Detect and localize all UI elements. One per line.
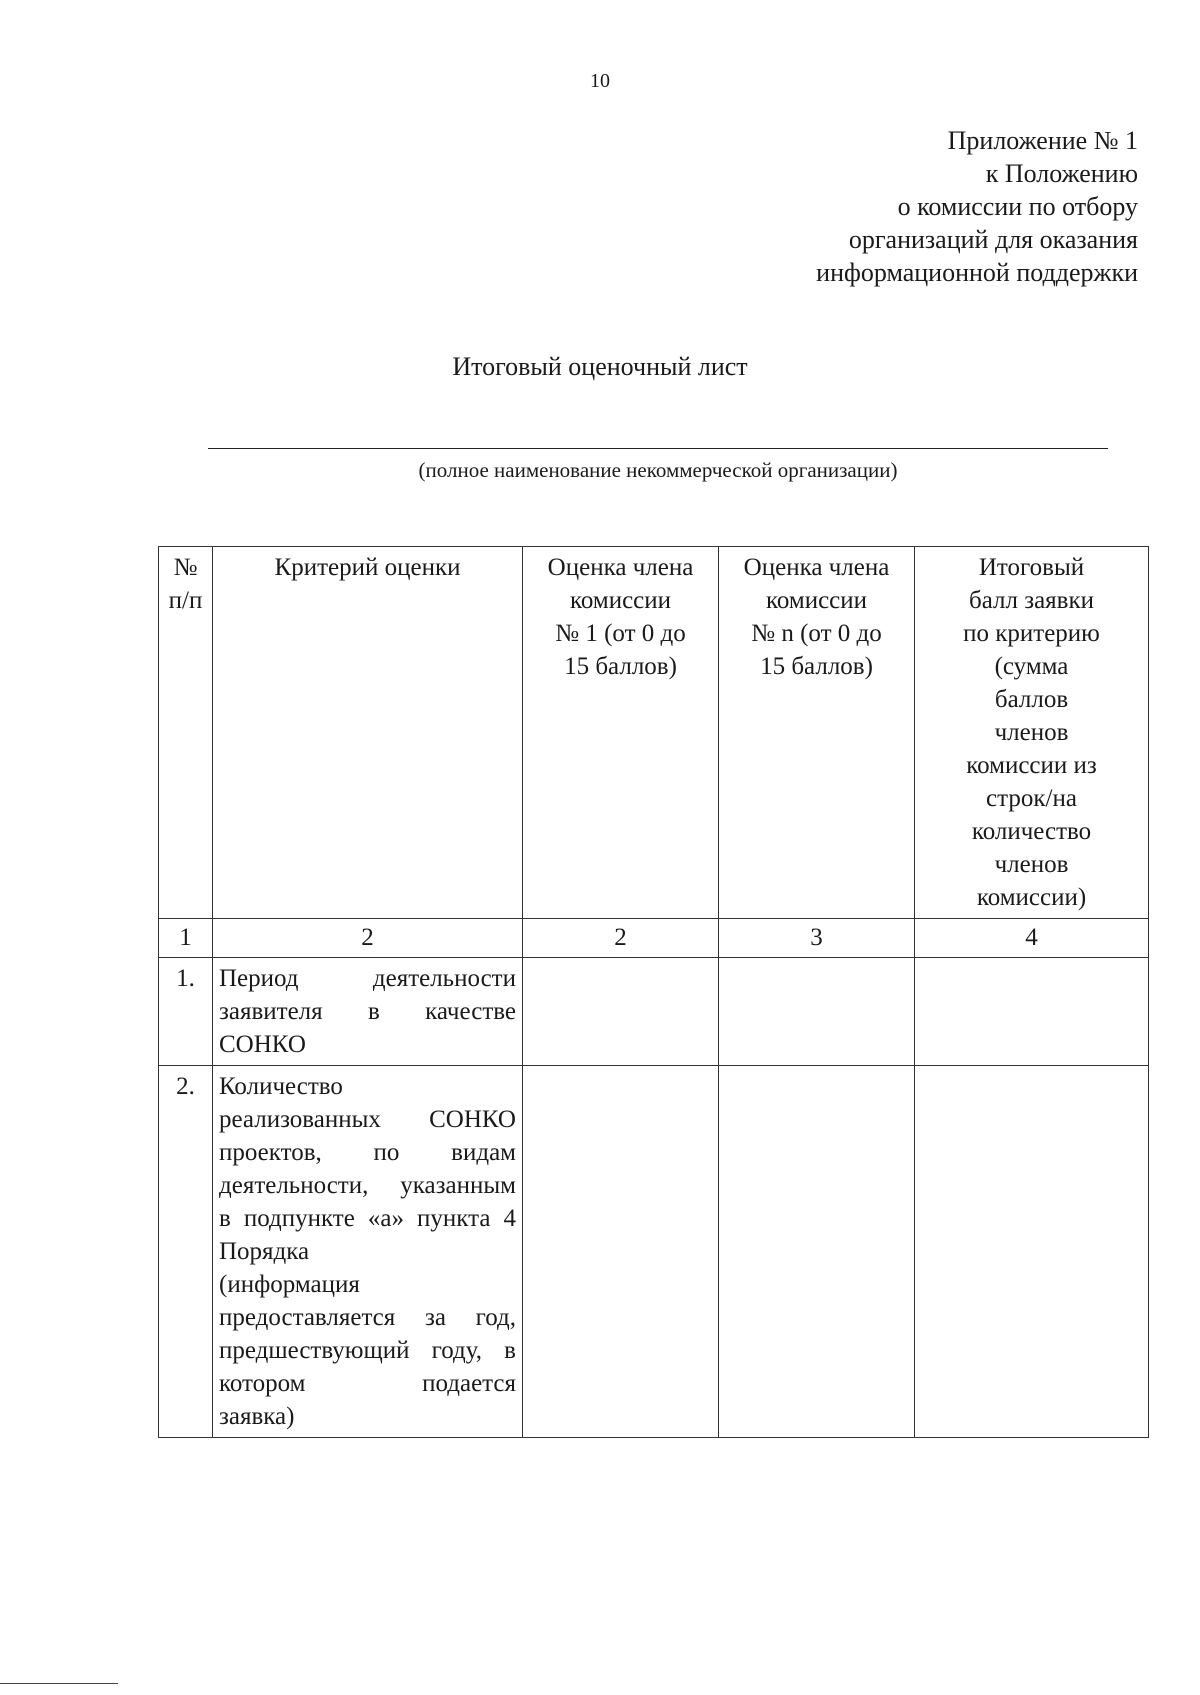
column-number: 4	[915, 919, 1149, 958]
criterion-line: Период деятельности	[219, 965, 516, 992]
criterion-cell	[213, 958, 523, 1066]
appendix-block	[816, 124, 1138, 289]
criterion-line: СОНКО	[219, 1031, 306, 1058]
header-line: № n (от 0 до	[751, 620, 882, 647]
header-member-1	[523, 547, 719, 919]
header-line: (сумма	[994, 653, 1069, 680]
header-line: 15 баллов)	[564, 653, 677, 680]
criterion-line: котором подается	[219, 1370, 516, 1397]
criterion-line: заявка)	[219, 1403, 295, 1430]
header-member-n	[719, 547, 915, 919]
appendix-line: к Положению	[985, 159, 1138, 188]
organization-name-caption: (полное наименование некоммерческой организации)	[418, 458, 898, 482]
criterion-line: предшествующий году, в	[219, 1337, 516, 1364]
header-total	[915, 547, 1149, 919]
criterion-line: в подпункте «а» пункта 4	[219, 1205, 516, 1232]
score-cell-member-1	[523, 958, 719, 1066]
header-line: строк/на	[986, 785, 1077, 812]
footer-rule	[0, 1683, 118, 1684]
organization-name-line	[208, 448, 1108, 449]
header-line: членов	[994, 719, 1069, 746]
page-number: 10	[590, 70, 610, 92]
criterion-line: (информация	[219, 1271, 360, 1298]
appendix-line: Приложение № 1	[947, 126, 1138, 155]
table-header-row	[159, 547, 1149, 919]
header-line: количество	[971, 818, 1092, 845]
criterion-line: предоставляется за год,	[219, 1304, 516, 1331]
score-cell-member-n	[719, 1066, 915, 1438]
header-criterion: Критерий оценки	[213, 547, 523, 919]
criterion-line: проектов, по видам	[219, 1139, 516, 1166]
header-num	[159, 547, 213, 919]
evaluation-table	[158, 546, 1149, 1438]
header-num-line: №	[173, 554, 198, 581]
table-row	[159, 1066, 1149, 1438]
column-number: 1	[159, 919, 213, 958]
appendix-line: о комиссии по отбору	[897, 192, 1138, 221]
criterion-line: деятельности, указанным	[219, 1172, 516, 1199]
header-line: Оценка члена	[547, 554, 694, 581]
header-line: № 1 (от 0 до	[555, 620, 686, 647]
score-cell-member-n	[719, 958, 915, 1066]
criterion-line: заявителя в качестве	[219, 998, 516, 1025]
header-line: комиссии)	[976, 884, 1087, 911]
row-number: 1.	[159, 958, 213, 1066]
appendix-line: организаций для оказания	[848, 225, 1138, 254]
header-line: Итоговый	[978, 554, 1085, 581]
criterion-line: Количество	[219, 1073, 343, 1100]
appendix-line: информационной поддержки	[816, 258, 1138, 287]
header-num-line: п/п	[168, 587, 203, 614]
table-row	[159, 958, 1149, 1066]
column-number: 3	[719, 919, 915, 958]
header-line: баллов	[994, 686, 1069, 713]
column-numbers-row	[159, 919, 1149, 958]
header-line: Оценка члена	[743, 554, 890, 581]
criterion-line: реализованных СОНКО	[219, 1106, 516, 1133]
header-line: комиссии из	[966, 752, 1097, 779]
header-line: комиссии	[569, 587, 672, 614]
header-line: 15 баллов)	[760, 653, 873, 680]
column-number: 2	[523, 919, 719, 958]
header-line: комиссии	[765, 587, 868, 614]
row-number: 2.	[159, 1066, 213, 1438]
score-cell-total	[915, 1066, 1149, 1438]
criterion-cell	[213, 1066, 523, 1438]
header-line: членов	[994, 851, 1069, 878]
score-cell-member-1	[523, 1066, 719, 1438]
document-title: Итоговый оценочный лист	[452, 352, 748, 381]
criterion-line: Порядка	[219, 1238, 310, 1265]
header-line: балл заявки	[968, 587, 1095, 614]
score-cell-total	[915, 958, 1149, 1066]
header-line: по критерию	[963, 620, 1100, 647]
column-number: 2	[213, 919, 523, 958]
